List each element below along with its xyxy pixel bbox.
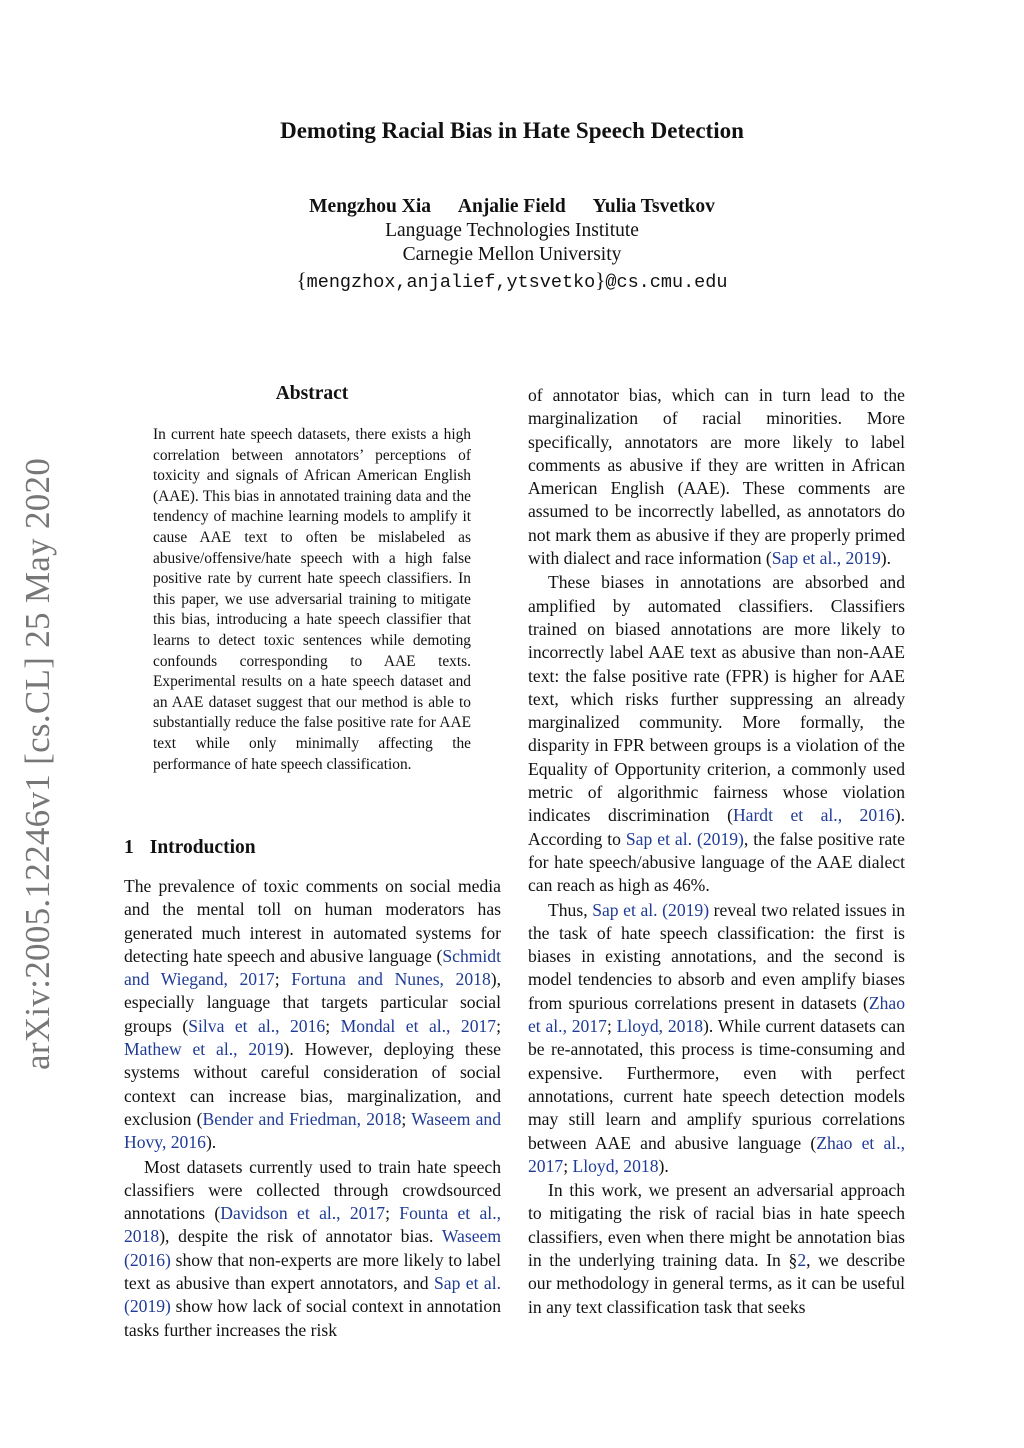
right-column: [528, 384, 905, 1319]
citation-link[interactable]: Waseem (2016): [124, 1226, 501, 1270]
abstract-text: In current hate speech datasets, there exists a high correlation between annotators’ perceptions of toxicity and signals of African American English (AAE). This bias in annotated training data and the tendency of machine learning models to amplify it cause AAE text to often be mislabeled as abusive/offensive/hate speech with a high false positive rate by current hate speech classifiers. In this paper, we use adversarial training to mitigate this bias, introducing a hate speech classifier that learns to detect toxic sentences while demoting confounds corresponding to AAE texts. Experimental results on a hate speech dataset and an AAE dataset suggest that our method is able to substantially reduce the false positive rate for AAE text while only minimally affecting the performance of hate speech classification.: [153, 426, 471, 773]
paragraph: of annotator bias, which can in turn lead to the marginalization of racial minorities. More specifically, annotators are more likely to label comments as abusive if they are written in African American English (AAE). These comments are assumed to be incorrectly labelled, as annotators do not mark them as abusive if they are properly primed with dialect and race information (Sap et al., 2019).: [528, 385, 905, 569]
author-emails: {mengzhox,anjalief,ytsvetko}@cs.cmu.edu: [296, 268, 728, 293]
arxiv-identifier: arXiv:2005.12246v1 [cs.CL] 25 May 2020: [18, 457, 57, 1070]
paragraph: The prevalence of toxic comments on social media and the mental toll on human moderators has generated much interest in automated systems for detecting hate speech and abusive language (Schmidt and Wiegand, 2017; Fortuna and Nunes, 2018), especially language that targets particular social groups (Silva et al., 2016; Mondal et al., 2017; Mathew et al., 2019). However, deploying these systems without careful consideration of social context can increase bias, marginalization, and exclusion (Bender and Friedman, 2018; Waseem and Hovy, 2016).: [124, 876, 502, 1153]
citation-link[interactable]: Mondal et al., 2017: [340, 1015, 497, 1036]
citation-link[interactable]: Mathew et al., 2019: [124, 1039, 284, 1060]
author-name: Mengzhou Xia: [309, 196, 432, 217]
citation-link[interactable]: Sap et al., 2019: [771, 548, 881, 569]
citation-link[interactable]: Founta et al., 2018: [124, 1203, 501, 1247]
citation-link[interactable]: Zhao et al., 2017: [528, 1132, 905, 1176]
citation-link[interactable]: Sap et al. (2019): [625, 828, 744, 849]
citation-link[interactable]: Lloyd, 2018: [572, 1155, 659, 1176]
paragraph: In this work, we present an adversarial approach to mitigating the risk of racial bias in hate speech classifiers, even when there might be annotation bias in the underlying training data. In §2, we describe our methodology in general terms, as it can be useful in any text classification task that seeks: [528, 1180, 906, 1317]
author-list: [0, 196, 1024, 218]
abstract-heading: Abstract: [275, 383, 349, 404]
email-users: mengzhox,anjalief,ytsvetko: [306, 272, 596, 293]
citation-link[interactable]: Lloyd, 2018: [616, 1016, 704, 1037]
citation-link[interactable]: Silva et al., 2016: [188, 1015, 326, 1036]
citation-link[interactable]: Waseem and Hovy, 2016: [124, 1108, 502, 1153]
citation-link[interactable]: Zhao et al., 2017: [528, 992, 905, 1037]
author-name: Yulia Tsvetkov: [592, 196, 715, 217]
citation-link[interactable]: Schmidt and Wiegand, 2017: [124, 945, 501, 990]
section-reference-link[interactable]: 2: [797, 1249, 807, 1270]
citation-link[interactable]: Fortuna and Nunes, 2018: [291, 969, 491, 990]
left-column: [124, 875, 501, 1342]
citation-link[interactable]: Sap et al. (2019): [592, 899, 710, 920]
email-domain: @cs.cmu.edu: [605, 272, 728, 293]
paragraph: Most datasets currently used to train hate speech classifiers were collected through crowdsourced annotations (Davidson et al., 2017; Founta et al., 2018), despite the risk of annotator bias. Waseem (2016) show that non-experts are more likely to label text as abusive than expert annotators, and Sap et al. (2019) show how lack of social context in annotation tasks further increases the risk: [124, 1156, 501, 1340]
author-name: Anjalie Field: [457, 196, 566, 217]
citation-link[interactable]: Sap et al. (2019): [124, 1273, 501, 1317]
section-heading: [124, 837, 256, 859]
affiliation-institute: Language Technologies Institute: [385, 220, 639, 241]
citation-link[interactable]: Bender and Friedman, 2018: [202, 1108, 402, 1129]
paper-title: Demoting Racial Bias in Hate Speech Detection: [280, 118, 744, 143]
citation-link[interactable]: Hardt et al., 2016: [732, 805, 895, 826]
paragraph: Thus, Sap et al. (2019) reveal two related issues in the task of hate speech classification: the first is biases in existing annotations, and the second is model tendencies to absorb and even amplify biases from spurious correlations present in datasets (Zhao et al., 2017; Lloyd, 2018). While current datasets can be re-annotated, this process is time-consuming and expensive. Furthermore, even with perfect annotations, current hate speech detection models may still learn and amplify spurious correlations between AAE and abusive language (Zhao et al., 2017; Lloyd, 2018).: [528, 899, 905, 1176]
citation-link[interactable]: Davidson et al., 2017: [220, 1203, 386, 1224]
paragraph: These biases in annotations are absorbed and amplified by automated classifiers. Classifiers trained on biased annotations are more likely to incorrectly label AAE text as abusive than non-AAE text: the false positive rate (FPR) is higher for AAE text, which risks further suppressing an already marginalized community. More formally, the disparity in FPR between groups is a violation of the Equality of Opportunity criterion, a commonly used metric of algorithmic fairness whose violation indicates discrimination (Hardt et al., 2016). According to Sap et al. (2019), the false positive rate for hate speech/abusive language of the AAE dialect can reach as high as 46%.: [528, 572, 905, 896]
affiliation-university: Carnegie Mellon University: [402, 244, 622, 265]
section-title: Introduction: [149, 837, 256, 858]
section-number: 1: [124, 837, 134, 858]
